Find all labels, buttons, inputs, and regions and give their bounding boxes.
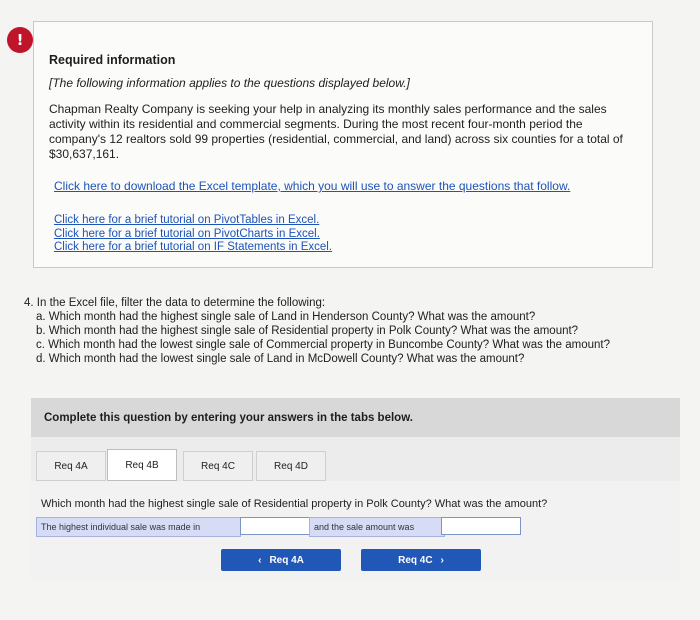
excel-template-link[interactable]: Click here to download the Excel template, which you will use to answer the questions that follow. (54, 179, 571, 193)
month-input[interactable] (240, 517, 315, 535)
chevron-left-icon: ‹ (258, 554, 262, 566)
tab-req-4a[interactable]: Req 4A (36, 451, 106, 481)
prev-req-button[interactable] (221, 549, 341, 571)
tutorial-links (54, 214, 332, 255)
panel-header-text: Complete this question by entering your answers in the tabs below. (44, 412, 413, 424)
next-button-label: Req 4C (398, 554, 433, 566)
exclamation-icon: ! (7, 27, 33, 53)
question-item-d: d. Which month had the lowest single sale of Land in McDowell County? What was the amount? (36, 353, 525, 365)
tab-req-4d[interactable]: Req 4D (256, 451, 326, 481)
tab-req-4b[interactable]: Req 4B (107, 449, 177, 481)
question-item-b: b. Which month had the highest single sale of Residential property in Polk County? What was the amount? (36, 325, 579, 337)
panel-header (31, 399, 680, 437)
question-intro: 4. In the Excel file, filter the data to determine the following: (24, 297, 326, 309)
tab-req-4c[interactable]: Req 4C (183, 451, 253, 481)
answer-label-month: The highest individual sale was made in (36, 517, 241, 537)
answer-tab-panel (31, 398, 680, 581)
answer-label-amount: and the sale amount was (309, 517, 445, 537)
pivotcharts-tutorial-link[interactable]: Click here for a brief tutorial on PivotCharts in Excel. (54, 227, 320, 240)
tab-content (31, 481, 680, 581)
chevron-right-icon: › (440, 554, 444, 566)
info-subtitle: [The following information applies to the questions displayed below.] (49, 76, 410, 90)
required-information-box (33, 21, 653, 268)
question-item-a: a. Which month had the highest single sale of Land in Henderson County? What was the amount? (36, 311, 536, 323)
question-item-c: c. Which month had the lowest single sale of Commercial property in Buncombe County? What was the amount? (36, 339, 611, 351)
pivottables-tutorial-link[interactable]: Click here for a brief tutorial on PivotTables in Excel. (54, 214, 320, 226)
tab-question-prompt: Which month had the highest single sale of Residential property in Polk County? What was the amount? (41, 498, 548, 510)
info-title: Required information (49, 53, 176, 67)
info-paragraph: Chapman Realty Company is seeking your help in analyzing its monthly sales performance and the sales activity within its residential and commercial segments. During the most recent four-month period the company's 12 realtors sold 99 properties (residential, commercial, and land) across six counties for a total of $30,637,161. (49, 102, 623, 161)
prev-button-label: Req 4A (269, 554, 304, 566)
if-statements-tutorial-link[interactable]: Click here for a brief tutorial on IF Statements in Excel. (54, 241, 333, 253)
next-req-button[interactable] (361, 549, 481, 571)
question-block (24, 296, 610, 366)
amount-input[interactable] (441, 517, 521, 535)
